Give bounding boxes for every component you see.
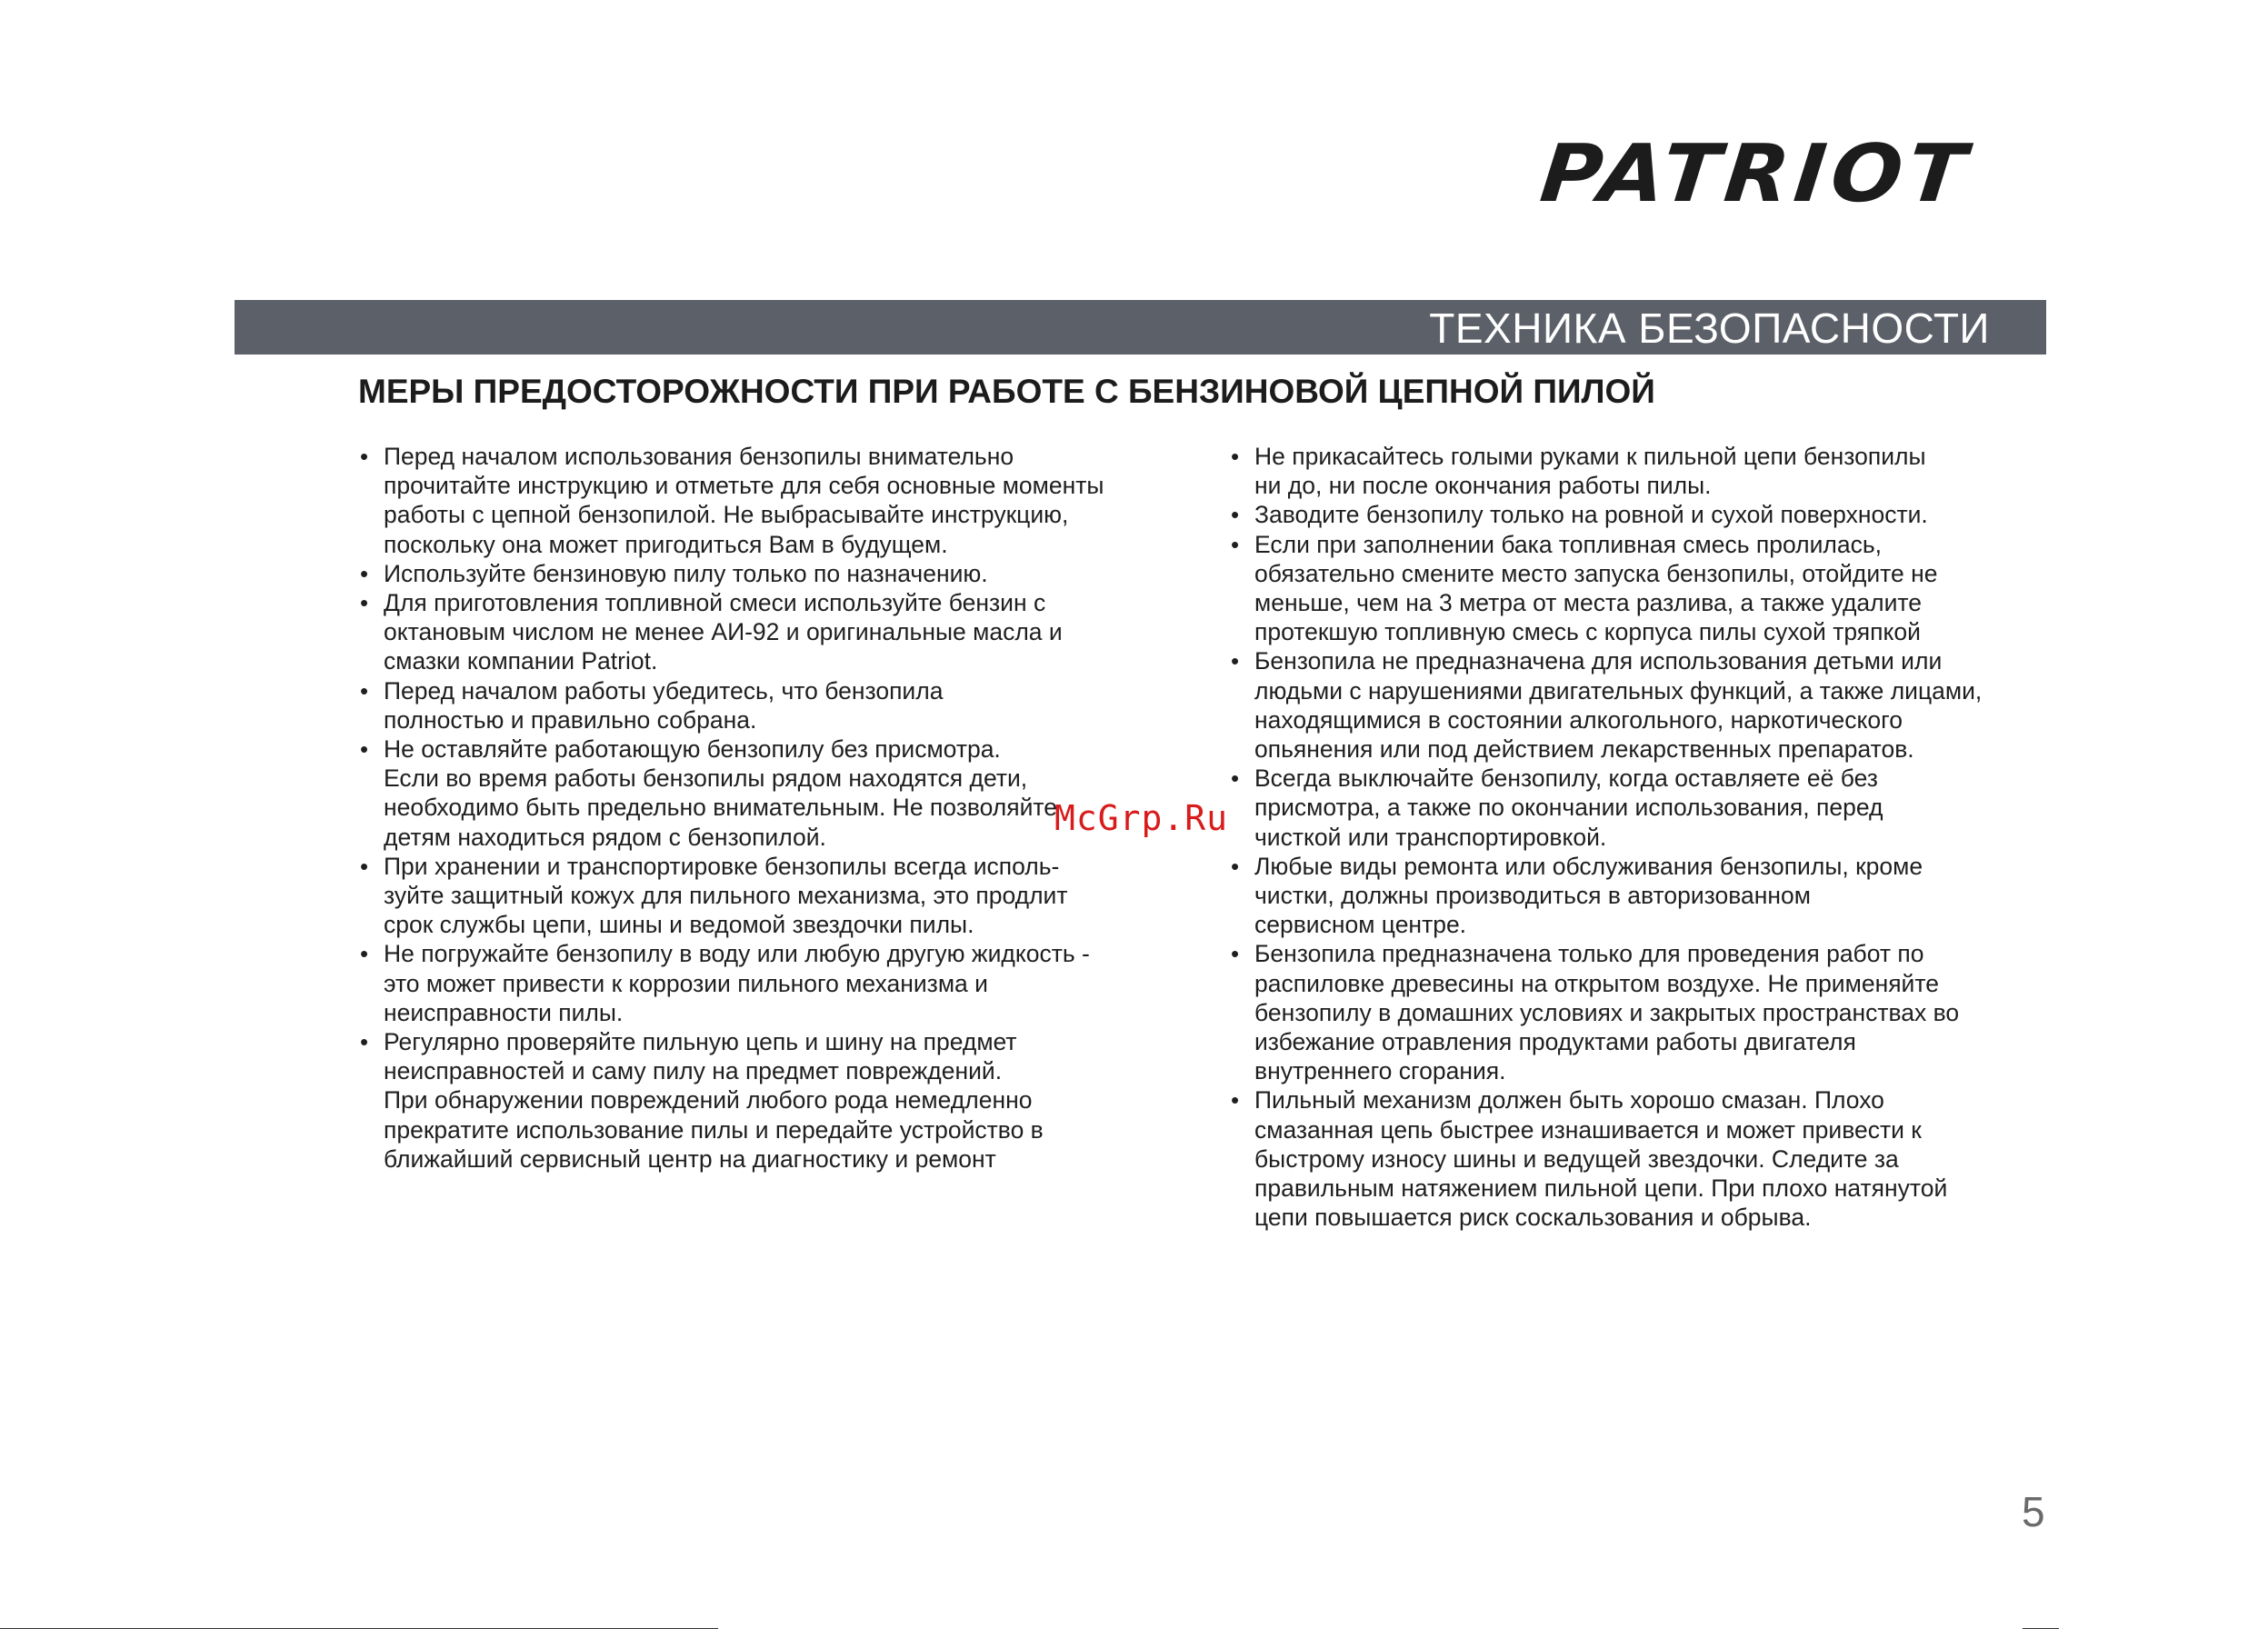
list-item: • Всегда выключайте бензопилу, когда оставляете её без присмотра, а также по окончании использования, перед чисткой или транспортировкой. xyxy=(1231,764,2049,852)
list-item: • Не погружайте бензопилу в воду или любую другую жидкость - это может привести к коррозии пильного механизма и неисправности пилы. xyxy=(360,939,1178,1027)
list-item: • Не оставляйте работающую бензопилу без присмотра. Если во время работы бензопилы рядом находятся дети, необходимо быть предельно внимательным. Не позволяйте детям находиться рядом с бензопилой. xyxy=(360,735,1178,852)
watermark-text: McGrp.Ru xyxy=(1054,798,1229,838)
list-item: • Перед началом работы убедитесь, что бензопила полностью и правильно собрана. xyxy=(360,676,1178,735)
list-item: • При хранении и транспортировке бензопилы всегда исполь- зуйте защитный кожух для пильного механизма, это продлит срок службы цепи, шины и ведомой звездочки пилы. xyxy=(360,852,1178,940)
list-item: • Регулярно проверяйте пильную цепь и шину на предмет неисправностей и саму пилу на предмет повреждений. При обнаружении повреждений любого рода немедленно прекратите использование пилы и передайте устройство в ближайший сервисный центр на диагностику и ремонт xyxy=(360,1027,1178,1174)
page-number: 5 xyxy=(2022,1488,2045,1535)
right-column-list xyxy=(1231,442,2049,1232)
list-item: • Если при заполнении бака топливная смесь пролилась, обязательно смените место запуска бензопилы, отойдите не меньше, чем на 3 метра от места разлива, а также удалите протекшую топливную смесь с корпуса пилы сухой тряпкой xyxy=(1231,530,2049,647)
page-heading: МЕРЫ ПРЕДОСТОРОЖНОСТИ ПРИ РАБОТЕ С БЕНЗИНОВОЙ ЦЕПНОЙ ПИЛОЙ xyxy=(358,373,1655,410)
section-title-bar xyxy=(235,300,2046,355)
list-item: • Пильный механизм должен быть хорошо смазан. Плохо смазанная цепь быстрее изнашивается и может привести к быстрому износу шины и ведущей звездочки. Следите за правильным натяжением пильной цепи. При плохо натянутой цепи повышается риск соскальзования и обрыва. xyxy=(1231,1085,2049,1232)
list-item: • Для приготовления топливной смеси используйте бензин с октановым числом не менее АИ-92 и оригинальные масла и смазки компании Patriot. xyxy=(360,588,1178,676)
section-title: ТЕХНИКА БЕЗОПАСНОСТИ xyxy=(1429,305,1990,352)
list-item: • Перед началом использования бензопилы внимательно прочитайте инструкцию и отметьте для себя основные моменты работы с цепной бензопилой. Не выбрасывайте инструкцию, поскольку она может пригодиться Вам в будущем. xyxy=(360,442,1178,559)
list-item: • Заводите бензопилу только на ровной и сухой поверхности. xyxy=(1231,500,2049,529)
list-item: • Используйте бензиновую пилу только по назначению. xyxy=(360,559,1178,588)
list-item: • Бензопила предназначена только для проведения работ по распиловке древесины на открытом воздухе. Не применяйте бензопилу в домашних условиях и закрытых пространствах во избежание отравления продуктами работы двигателя внутреннего сгорания. xyxy=(1231,939,2049,1085)
list-item: • Любые виды ремонта или обслуживания бензопилы, кроме чистки, должны производиться в авторизованном сервисном центре. xyxy=(1231,852,2049,940)
patriot-logo: PATRIOT xyxy=(1536,127,1975,221)
list-item: • Бензопила не предназначена для использования детьми или людьми с нарушениями двигательных функций, а также лицами, находящимися в состоянии алкогольного, наркотического опьянения или под действием лекарственных препаратов. xyxy=(1231,646,2049,764)
list-item: • Не прикасайтесь голыми руками к пильной цепи бензопилы ни до, ни после окончания работы пилы. xyxy=(1231,442,2049,500)
